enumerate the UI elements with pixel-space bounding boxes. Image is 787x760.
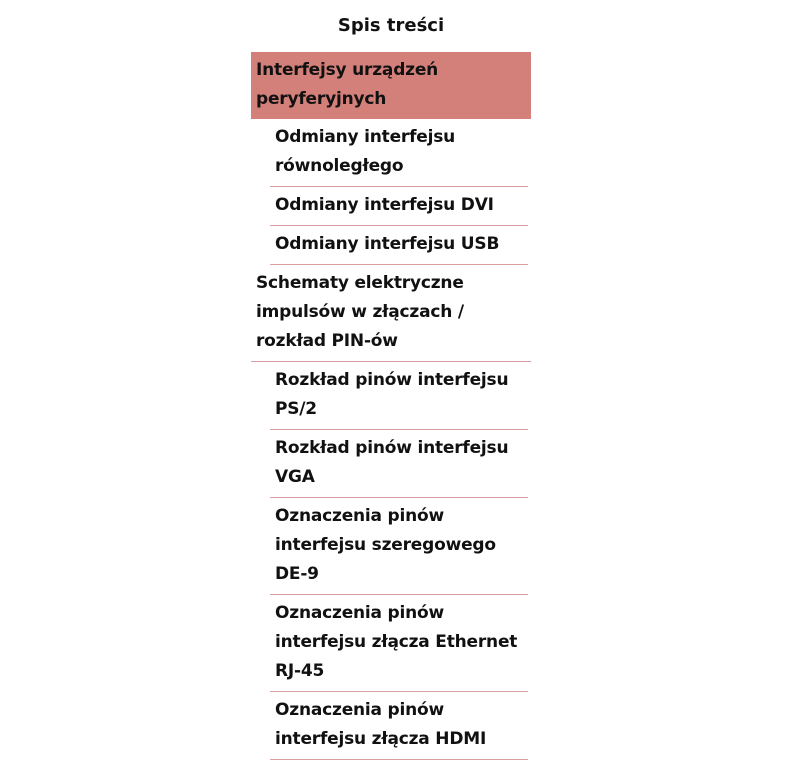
- toc-link[interactable]: Oznaczenia pinów interfejsu szeregowego DE-9: [275, 506, 496, 584]
- toc-link[interactable]: Odmiany interfejsu USB: [275, 234, 500, 254]
- toc-item-odmiany-interfejsu-dvi[interactable]: [270, 187, 528, 226]
- toc-item-rozklad-pinow-ps2[interactable]: [270, 362, 528, 430]
- toc-item-rozklad-pinow-vga[interactable]: [270, 430, 528, 498]
- toc-link[interactable]: Odmiany interfejsu równoległego: [275, 127, 456, 176]
- toc-link[interactable]: Odmiany interfejsu DVI: [275, 195, 494, 215]
- toc-link[interactable]: Interfejsy urządzeń peryferyjnych: [256, 60, 439, 109]
- toc-item-oznaczenia-pinow-hdmi[interactable]: [270, 692, 528, 760]
- toc-list: [251, 52, 531, 760]
- table-of-contents: [251, 0, 531, 760]
- toc-link[interactable]: Oznaczenia pinów interfejsu złącza Ethernet RJ-45: [275, 603, 518, 681]
- toc-title: Spis treści: [337, 15, 445, 36]
- toc-item-oznaczenia-pinow-rj45[interactable]: [270, 595, 528, 692]
- toc-item-odmiany-interfejsu-rownoleglego[interactable]: [270, 119, 528, 187]
- toc-item-odmiany-interfejsu-usb[interactable]: [270, 226, 528, 265]
- toc-link[interactable]: Rozkład pinów interfejsu VGA: [275, 438, 509, 487]
- toc-item-schematy-elektryczne[interactable]: [251, 265, 531, 362]
- toc-link[interactable]: Rozkład pinów interfejsu PS/2: [275, 370, 509, 419]
- toc-link[interactable]: Oznaczenia pinów interfejsu złącza HDMI: [275, 700, 487, 749]
- toc-link[interactable]: Schematy elektryczne impulsów w złączach / rozkład PIN-ów: [256, 273, 464, 351]
- toc-item-interfejsy-urzadzen-peryferyjnych[interactable]: [251, 52, 531, 119]
- toc-item-oznaczenia-pinow-de9[interactable]: [270, 498, 528, 595]
